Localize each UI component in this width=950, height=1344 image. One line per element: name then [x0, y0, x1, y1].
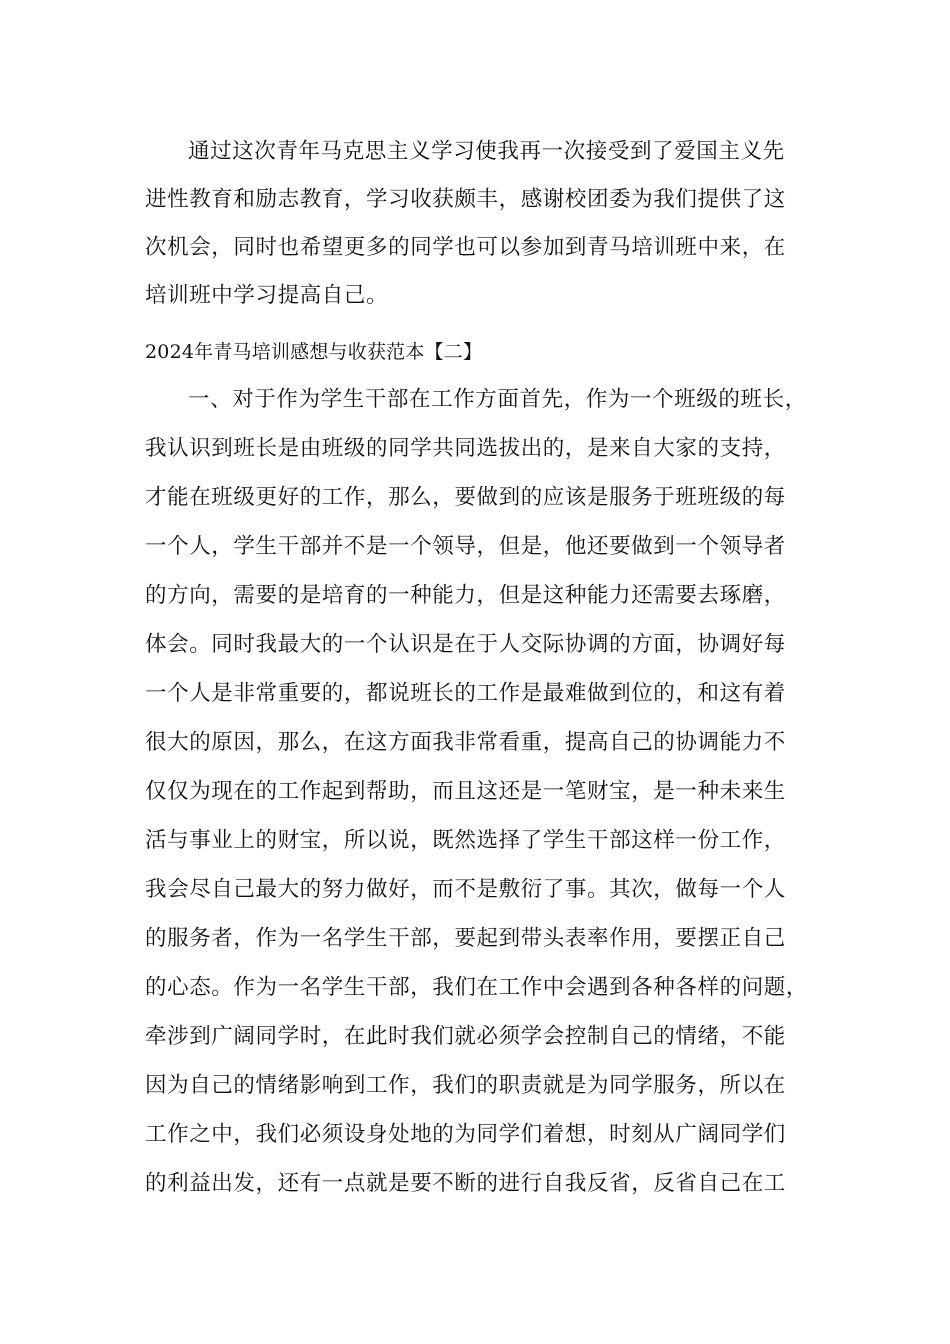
paragraph-2-line-6: 体会。同时我最大的一个认识是在于人交际协调的方面，协调好每: [145, 632, 786, 657]
paragraph-2-line-2: 我认识到班长是由班级的同学共同选拔出的，是来自大家的支持，: [145, 436, 786, 461]
paragraph-2-line-7: 一个人是非常重要的，都说班长的工作是最难做到位的，和这有着: [145, 681, 786, 706]
paragraph-2-line-10: 活与事业上的财宝，所以说，既然选择了学生干部这样一份工作，: [145, 828, 786, 853]
paragraph-2-line-5: 的方向，需要的是培育的一种能力，但是这种能力还需要去琢磨，: [145, 583, 786, 608]
paragraph-2-line-17: 的利益出发，还有一点就是要不断的进行自我反省，反省自己在工: [145, 1171, 786, 1196]
paragraph-1-line-1: 通过这次青年马克思主义学习使我再一次接受到了爱国主义先: [188, 139, 785, 164]
paragraph-1-line-2: 进性教育和励志教育，学习收获颇丰，感谢校团委为我们提供了这: [145, 187, 786, 212]
paragraph-2-line-1: 一、对于作为学生干部在工作方面首先，作为一个班级的班长，: [188, 387, 807, 412]
paragraph-2-line-13: 的心态。作为一名学生干部，我们在工作中会遇到各种各样的问题，: [145, 975, 809, 1000]
paragraph-2-line-14: 牵涉到广阔同学时，在此时我们就必须学会控制自己的情绪，不能: [145, 1024, 786, 1049]
paragraph-2-line-11: 我会尽自己最大的努力做好，而不是敷衍了事。其次，做每一个人: [145, 877, 786, 902]
paragraph-2-line-12: 的服务者，作为一名学生干部，要起到带头表率作用，要摆正自己: [145, 926, 786, 951]
paragraph-2-line-8: 很大的原因，那么，在这方面我非常看重，提高自己的协调能力不: [145, 730, 786, 755]
paragraph-2-line-15: 因为自己的情绪影响到工作，我们的职责就是为同学服务，所以在: [145, 1073, 786, 1098]
section-heading: 2024年青马培训感想与收获范本【二】: [145, 341, 483, 363]
paragraph-2-line-16: 工作之中，我们必须设身处地的为同学们着想，时刻从广阔同学们: [145, 1122, 786, 1147]
paragraph-1-line-3: 次机会，同时也希望更多的同学也可以参加到青马培训班中来，在: [145, 235, 786, 260]
paragraph-1-line-4: 培训班中学习提高自己。: [145, 283, 389, 308]
paragraph-2-line-3: 才能在班级更好的工作，那么，要做到的应该是服务于班班级的每: [145, 485, 786, 510]
paragraph-2-line-4: 一个人，学生干部并不是一个领导，但是，他还要做到一个领导者: [145, 534, 786, 559]
paragraph-2-line-9: 仅仅为现在的工作起到帮助，而且这还是一笔财宝，是一种未来生: [145, 779, 786, 804]
